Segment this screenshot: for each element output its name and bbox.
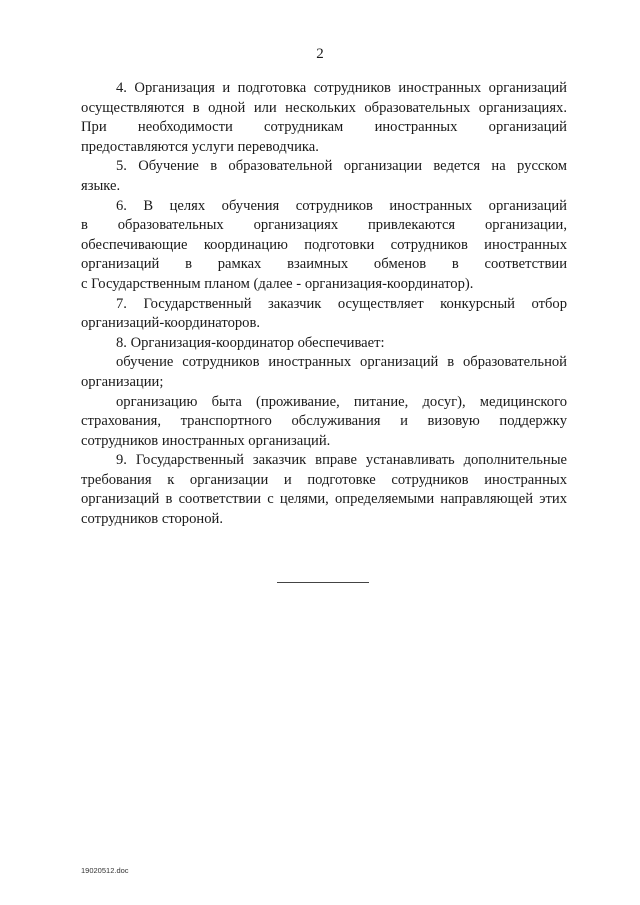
text-line: страхования, транспортного обслуживания и визовую поддержку bbox=[81, 413, 567, 430]
text-line: в образовательных организациях привлекаются организации, bbox=[81, 217, 567, 234]
paragraph-8-item-2 bbox=[81, 393, 567, 452]
paragraph-5 bbox=[81, 157, 567, 196]
text-line: 7. Государственный заказчик осуществляет конкурсный отбор bbox=[116, 295, 567, 312]
text-line: При необходимости сотрудникам иностранных организаций bbox=[81, 119, 567, 136]
text-line: сотрудников иностранных организаций. bbox=[81, 432, 331, 449]
text-line: 8. Организация-координатор обеспечивает: bbox=[116, 334, 385, 351]
text-line: организаций в соответствии с целями, определяемыми направляющей этих bbox=[81, 491, 567, 508]
paragraph-8-item-1 bbox=[81, 353, 567, 392]
text-line: организацию быта (проживание, питание, досуг), медицинского bbox=[116, 393, 567, 410]
text-line: организаций в рамках взаимных обменов в соответствии bbox=[81, 256, 567, 273]
text-line: 4. Организация и подготовка сотрудников иностранных организаций bbox=[116, 80, 567, 96]
text-line: 9. Государственный заказчик вправе устанавливать дополнительные bbox=[116, 452, 567, 469]
text-line: сотрудников стороной. bbox=[81, 511, 223, 528]
text-line: 6. В целях обучения сотрудников иностранных организаций bbox=[116, 197, 567, 214]
paragraph-4 bbox=[81, 79, 567, 157]
text-line: организации; bbox=[81, 373, 164, 390]
text-line: обеспечивающие координацию подготовки сотрудников иностранных bbox=[81, 236, 567, 253]
text-line: языке. bbox=[81, 177, 121, 194]
paragraph-7 bbox=[81, 295, 567, 334]
paragraph-9 bbox=[81, 451, 567, 529]
footer-filename: 19020512.doc bbox=[81, 866, 129, 875]
paragraph-6 bbox=[81, 197, 567, 295]
page-number: 2 bbox=[316, 46, 324, 62]
text-line: требования к организации и подготовке сотрудников иностранных bbox=[81, 471, 567, 488]
text-line: предоставляются услуги переводчика. bbox=[81, 138, 319, 155]
end-separator-line bbox=[277, 582, 369, 583]
paragraph-8 bbox=[81, 334, 567, 354]
text-line: организаций-координаторов. bbox=[81, 315, 261, 332]
document-body bbox=[81, 79, 567, 530]
text-line: с Государственным планом (далее - организация-координатор). bbox=[81, 275, 474, 292]
text-line: осуществляются в одной или нескольких образовательных организациях. bbox=[81, 99, 567, 116]
text-line: обучение сотрудников иностранных организаций в образовательной bbox=[116, 354, 567, 371]
text-line: 5. Обучение в образовательной организации ведется на русском bbox=[116, 158, 567, 175]
